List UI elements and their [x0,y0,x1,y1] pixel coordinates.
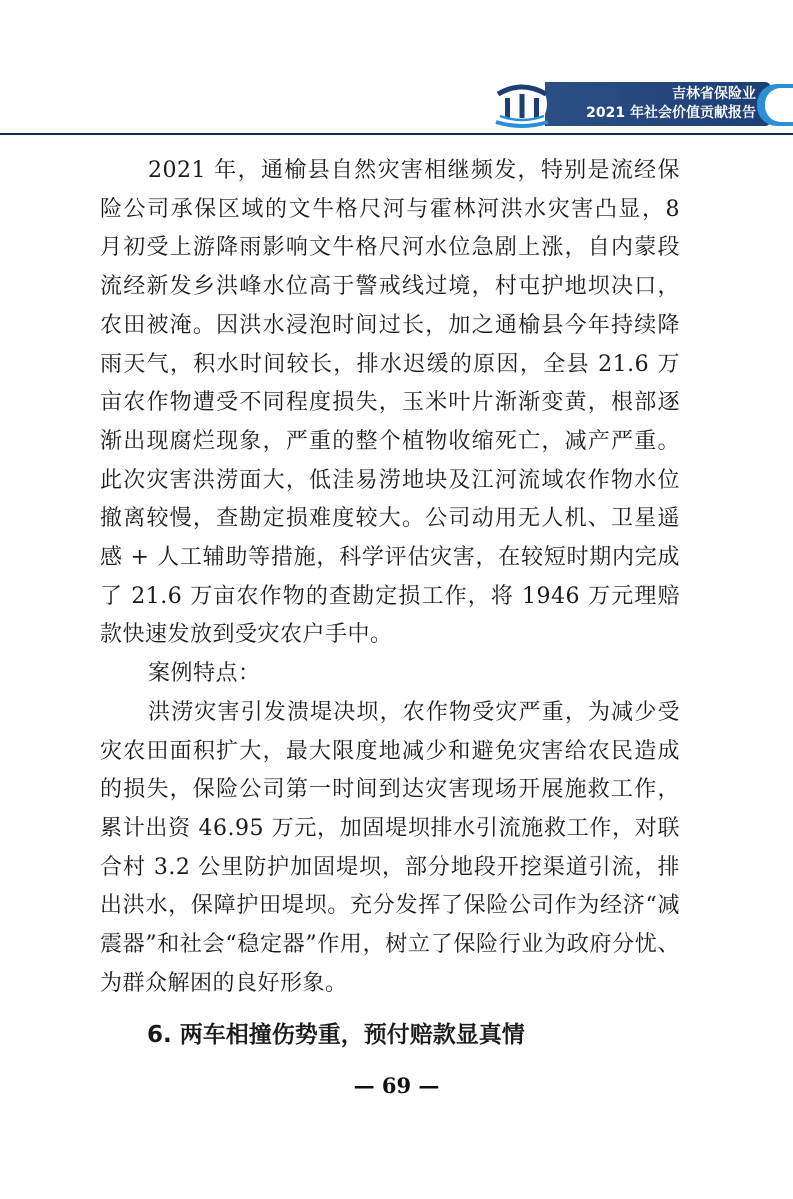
header-accent-inner [765,88,793,122]
header-title-line1: 吉林省保险业 [672,86,756,102]
header-divider [0,133,793,135]
page-number: — 69 — [353,1073,440,1098]
body-text [100,152,680,1003]
paragraph-case-description: 2021 年，通榆县自然灾害相继频发，特别是流经保险公司承保区域的文牛格尺河与霍林河洪水灾害凸显，8 月初受上游降雨影响文牛格尺河水位急剧上涨，自内蒙段流经新发乡洪峰水位高于警戒线过境，村屯护地坝决口，农田被淹。因洪水浸泡时间过长，加之通榆县今年持续降雨天气，积水时间较长，排水迟缓的原因，全县 21.6 万亩农作物遭受不同程度损失，玉米叶片渐渐变黄，根部逐渐出现腐烂现象，严重的整个植物收缩死亡，减产严重。此次灾害洪涝面大，低洼易涝地块及江河流域农作物水位撤离较慢，查勘定损难度较大。公司动用无人机、卫星遥感 + 人工辅助等措施，科学评估灾害，在较短时期内完成了 21.6 万亩农作物的查勘定损工作，将 1946 万元理赔款快速发放到受灾农户手中。 [100,158,680,648]
page-header [0,78,793,136]
header-title-line2: 2021 年社会价值贡献报告 [586,105,756,121]
header-title [560,85,756,123]
paragraph-case-features-label: 案例特点： [148,661,261,687]
paragraph-case-features: 洪涝灾害引发溃堤决坝，农作物受灾严重，为减少受灾农田面积扩大，最大限度地减少和避免灾害给农民造成的损失，保险公司第一时间到达灾害现场开展施救工作，累计出资 46.95 万元，加固堤坝排水引流施救工作，对联合村 3.2 公里防护加固堤坝，部分地段开挖渠道引流，排出洪水，保障护田堤坝。充分发挥了保险公司作为经济“减震器”和社会“稳定器”作用，树立了保险行业为政府分忧、为群众解困的良好形象。 [100,699,680,996]
association-logo-icon [490,78,554,130]
section-heading: 6. 两车相撞伤势重，预付赔款显真情 [147,1022,525,1048]
